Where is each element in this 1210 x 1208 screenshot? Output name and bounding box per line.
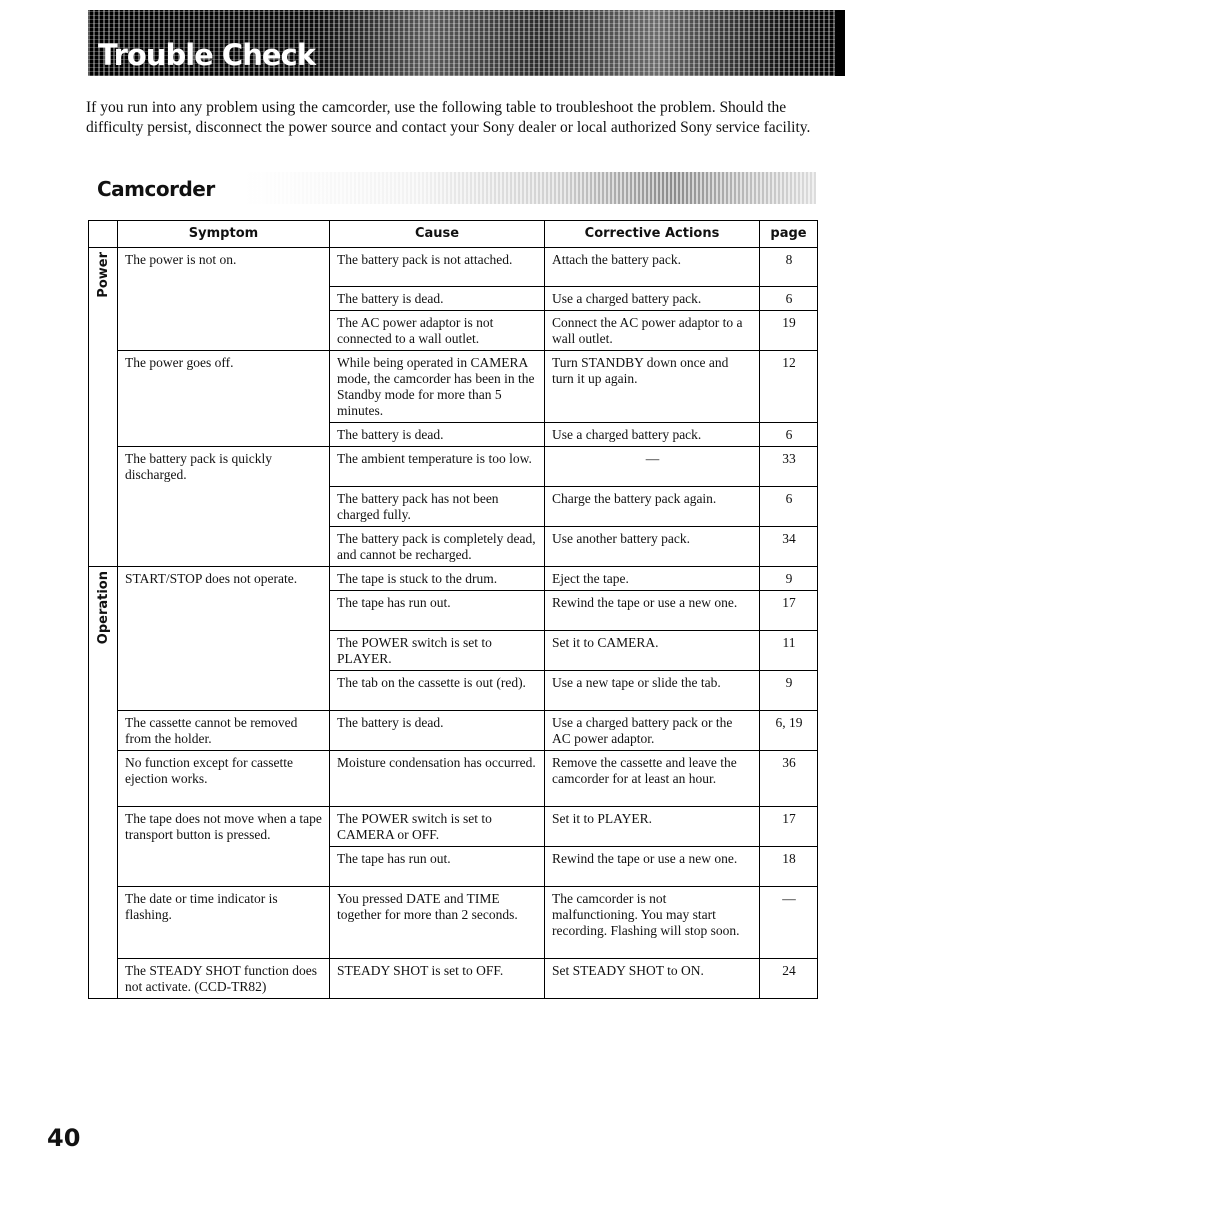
action-cell: Turn STANDBY down once and turn it up again. bbox=[545, 351, 760, 423]
cause-cell: Moisture condensation has occurred. bbox=[330, 751, 545, 807]
action-cell: Use a charged battery pack or the AC power adaptor. bbox=[545, 711, 760, 751]
symptom-cell: The power goes off. bbox=[118, 351, 330, 447]
page-cell: 17 bbox=[760, 807, 818, 847]
section-title: Camcorder bbox=[97, 177, 215, 201]
banner-end-bar bbox=[835, 10, 845, 76]
cause-cell: You pressed DATE and TIME together for more than 2 seconds. bbox=[330, 887, 545, 959]
symptom-cell: The STEADY SHOT function does not activate. (CCD-TR82) bbox=[118, 959, 330, 999]
trouble-table bbox=[88, 220, 818, 999]
page-cell: — bbox=[760, 887, 818, 959]
table-row bbox=[89, 751, 818, 807]
header-corrective-actions: Corrective Actions bbox=[545, 221, 760, 248]
symptom-cell: The power is not on. bbox=[118, 248, 330, 351]
cause-cell: The tape has run out. bbox=[330, 591, 545, 631]
cause-cell: The tape has run out. bbox=[330, 847, 545, 887]
cause-cell: The tape is stuck to the drum. bbox=[330, 567, 545, 591]
page-cell: 6 bbox=[760, 487, 818, 527]
page-cell: 17 bbox=[760, 591, 818, 631]
action-cell: Set it to CAMERA. bbox=[545, 631, 760, 671]
cause-cell: The tab on the cassette is out (red). bbox=[330, 671, 545, 711]
header-symptom: Symptom bbox=[118, 221, 330, 248]
symptom-cell: The date or time indicator is flashing. bbox=[118, 887, 330, 959]
action-cell: Rewind the tape or use a new one. bbox=[545, 847, 760, 887]
group-label-power: Power bbox=[96, 252, 111, 298]
action-cell: Remove the cassette and leave the camcorder for at least an hour. bbox=[545, 751, 760, 807]
table-row bbox=[89, 248, 818, 287]
table-row bbox=[89, 447, 818, 487]
cause-cell: The battery pack is completely dead, and cannot be recharged. bbox=[330, 527, 545, 567]
group-label-operation: Operation bbox=[96, 571, 111, 645]
page-cell: 33 bbox=[760, 447, 818, 487]
symptom-cell: START/STOP does not operate. bbox=[118, 567, 330, 711]
table-header-row bbox=[89, 221, 818, 248]
group-cell-operation bbox=[89, 567, 118, 999]
table-row bbox=[89, 887, 818, 959]
cause-cell: The POWER switch is set to PLAYER. bbox=[330, 631, 545, 671]
cause-cell: The battery is dead. bbox=[330, 287, 545, 311]
title-banner bbox=[88, 10, 845, 76]
page-cell: 18 bbox=[760, 847, 818, 887]
table-row bbox=[89, 567, 818, 591]
action-cell: Attach the battery pack. bbox=[545, 248, 760, 287]
symptom-cell: The tape does not move when a tape transport button is pressed. bbox=[118, 807, 330, 887]
page-cell: 12 bbox=[760, 351, 818, 423]
section-header-bar bbox=[244, 172, 816, 204]
action-cell: Use a new tape or slide the tab. bbox=[545, 671, 760, 711]
cause-cell: The battery is dead. bbox=[330, 423, 545, 447]
cause-cell: The battery is dead. bbox=[330, 711, 545, 751]
page-cell: 6, 19 bbox=[760, 711, 818, 751]
action-cell: Eject the tape. bbox=[545, 567, 760, 591]
cause-cell: While being operated in CAMERA mode, the camcorder has been in the Standby mode for more than 5 minutes. bbox=[330, 351, 545, 423]
cause-cell: The AC power adaptor is not connected to a wall outlet. bbox=[330, 311, 545, 351]
page-cell: 9 bbox=[760, 671, 818, 711]
cause-cell: STEADY SHOT is set to OFF. bbox=[330, 959, 545, 999]
action-cell: Set it to PLAYER. bbox=[545, 807, 760, 847]
table-row bbox=[89, 959, 818, 999]
action-cell: Use a charged battery pack. bbox=[545, 287, 760, 311]
symptom-cell: The battery pack is quickly discharged. bbox=[118, 447, 330, 567]
action-cell: Rewind the tape or use a new one. bbox=[545, 591, 760, 631]
action-cell: Use a charged battery pack. bbox=[545, 423, 760, 447]
action-cell: — bbox=[545, 447, 760, 487]
action-cell: Charge the battery pack again. bbox=[545, 487, 760, 527]
action-cell: Connect the AC power adaptor to a wall outlet. bbox=[545, 311, 760, 351]
page-cell: 6 bbox=[760, 287, 818, 311]
page-cell: 24 bbox=[760, 959, 818, 999]
page-cell: 9 bbox=[760, 567, 818, 591]
page-cell: 11 bbox=[760, 631, 818, 671]
cause-cell: The ambient temperature is too low. bbox=[330, 447, 545, 487]
cause-cell: The POWER switch is set to CAMERA or OFF. bbox=[330, 807, 545, 847]
cause-cell: The battery pack is not attached. bbox=[330, 248, 545, 287]
table-row bbox=[89, 351, 818, 423]
group-cell-power bbox=[89, 248, 118, 567]
page-cell: 19 bbox=[760, 311, 818, 351]
header-page: page bbox=[760, 221, 818, 248]
table-row bbox=[89, 807, 818, 847]
page-title: Trouble Check bbox=[98, 38, 316, 72]
page-number: 40 bbox=[47, 1124, 81, 1152]
cause-cell: The battery pack has not been charged fully. bbox=[330, 487, 545, 527]
action-cell: Set STEADY SHOT to ON. bbox=[545, 959, 760, 999]
page-cell: 6 bbox=[760, 423, 818, 447]
symptom-cell: The cassette cannot be removed from the holder. bbox=[118, 711, 330, 751]
action-cell: Use another battery pack. bbox=[545, 527, 760, 567]
page-cell: 34 bbox=[760, 527, 818, 567]
header-cause: Cause bbox=[330, 221, 545, 248]
table-row bbox=[89, 711, 818, 751]
page-cell: 36 bbox=[760, 751, 818, 807]
intro-paragraph: If you run into any problem using the camcorder, use the following table to troubleshoot the problem. Should the difficulty persist, disconnect the power source and contact your Sony dealer or local authorized Sony service facility. bbox=[86, 99, 811, 136]
group-header bbox=[89, 221, 118, 248]
symptom-cell: No function except for cassette ejection works. bbox=[118, 751, 330, 807]
action-cell: The camcorder is not malfunctioning. You may start recording. Flashing will stop soon. bbox=[545, 887, 760, 959]
page-cell: 8 bbox=[760, 248, 818, 287]
